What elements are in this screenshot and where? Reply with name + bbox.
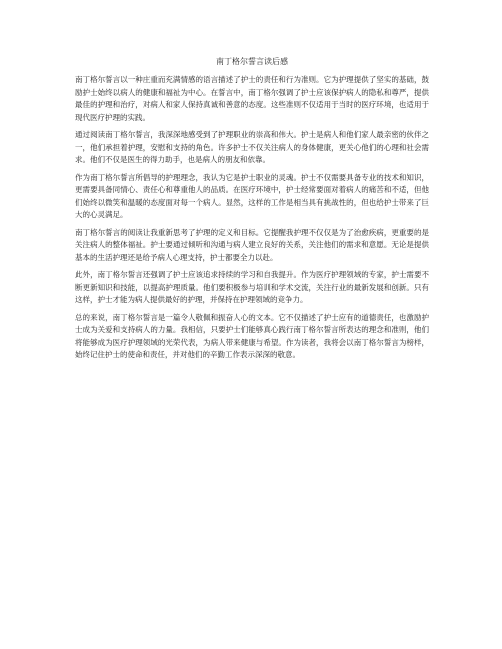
paragraph-6: 总的来说，南丁格尔誓言是一篇令人敬佩和振奋人心的文本。它不仅描述了护士应有的道德责任，也激励护士成为关爱和支持病人的力量。我相信，只要护士们能够真心践行南丁格尔誓言所表达的理念和准则，他们将能够成为医疗护理领域的光荣代表，为病人带来健康与希望。作为读者，我将会以南丁格尔誓言为榜样，始终记住护士的使命和责任，并对他们的辛勤工作表示深深的敬意。	[75, 312, 429, 359]
paragraph-1: 南丁格尔誓言以一种庄重而充满情感的语言描述了护士的责任和行为准则。它为护理提供了坚实的基础，鼓励护士始终以病人的健康和福祉为中心。在誓言中，南丁格尔强调了护士应该保护病人的隐私和尊严，提供最佳的护理和治疗，对病人和家人保持真诚和善意的态度。这些准则不仅适用于当时的医疗环境，也适用于现代医疗护理的实践。	[75, 75, 429, 122]
paragraph-2: 通过阅读南丁格尔誓言，我深深地感受到了护理职业的崇高和伟大。护士是病人和他们家人最亲密的伙伴之一，他们承担着护理，安慰和支持的角色。许多护士不仅关注病人的身体健康，更关心他们的心理和社会需求。他们不仅是医生的得力助手，也是病人的朋友和依靠。	[75, 130, 429, 164]
document-title: 南丁格尔誓言读后感	[216, 57, 288, 66]
document-page	[75, 55, 429, 367]
paragraph-4: 南丁格尔誓言的阅读让我重新思考了护理的定义和目标。它提醒我护理不仅仅是为了治愈疾病，更重要的是关注病人的整体福祉。护士要通过倾听和沟通与病人建立良好的关系，关注他们的需求和意愿。无论是提供基本的生活护理还是给予病人心理支持，护士都要全力以赴。	[75, 227, 429, 262]
paragraph-3: 作为南丁格尔誓言所倡导的护理理念，我认为它是护士职业的灵魂。护士不仅需要具备专业的技术和知识，更需要具备同情心、责任心和尊重他人的品质。在医疗环境中，护士经常要面对着病人的痛苦和不适，但他们始终以微笑和温暖的态度面对每一个病人。显然，这样的工作是相当具有挑战性的，但也给护士带来了巨大的心灵满足。	[75, 172, 429, 219]
paragraph-5: 此外，南丁格尔誓言还强调了护士应该追求持续的学习和自我提升。作为医疗护理领域的专家，护士需要不断更新知识和技能，以提高护理质量。他们要积极参与培训和学术交流，关注行业的最新发展和创新。只有这样，护士才能为病人提供最好的护理，并保持在护理领域的竞争力。	[75, 270, 429, 304]
